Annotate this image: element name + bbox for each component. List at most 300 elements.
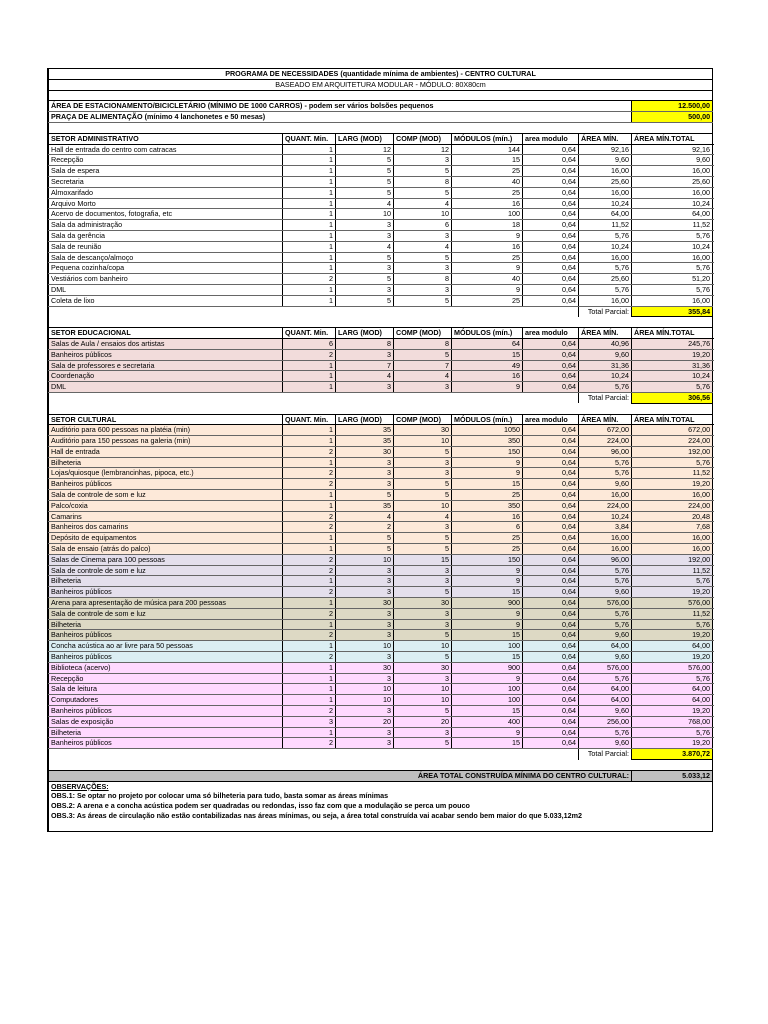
min-area-cell: 10,24 [579,371,632,382]
modules-cell: 16 [452,241,523,252]
min-area-cell: 224,00 [579,500,632,511]
total-area-cell: 19,20 [632,706,713,717]
quantity-cell: 2 [283,468,336,479]
length-cell: 5 [394,652,452,663]
module-area-cell: 0,64 [523,230,579,241]
table-row [49,284,713,295]
column-header: MÓDULOS (mín.) [452,133,523,144]
module-area-cell: 0,64 [523,295,579,306]
total-area-cell: 19,20 [632,630,713,641]
min-area-cell: 256,00 [579,716,632,727]
modules-cell: 64 [452,338,523,349]
column-header: QUANT. Min. [283,414,336,425]
width-cell: 3 [336,479,394,490]
width-cell: 4 [336,371,394,382]
table-row [49,274,713,285]
total-area-cell: 576,00 [632,662,713,673]
section-header-row [49,133,713,144]
food-court-row [49,112,713,123]
length-cell: 3 [394,608,452,619]
sections-body [49,133,713,770]
module-area-cell: 0,64 [523,695,579,706]
modules-cell: 9 [452,263,523,274]
room-name-cell: Coordenação [49,371,283,382]
min-area-cell: 25,60 [579,274,632,285]
width-cell: 10 [336,554,394,565]
column-header: area modulo [523,414,579,425]
length-cell: 10 [394,500,452,511]
table-row [49,738,713,749]
length-cell: 3 [394,522,452,533]
width-cell: 4 [336,198,394,209]
min-area-cell: 16,00 [579,490,632,501]
module-area-cell: 0,64 [523,436,579,447]
width-cell: 4 [336,511,394,522]
subtitle-row [49,79,713,90]
min-area-cell: 3,84 [579,522,632,533]
total-area-cell: 16,00 [632,166,713,177]
partial-total-row [49,749,713,760]
length-cell: 4 [394,241,452,252]
table-row [49,209,713,220]
column-header: ÁREA MÍN. [579,414,632,425]
table-row [49,436,713,447]
length-cell: 20 [394,716,452,727]
modules-cell: 150 [452,554,523,565]
quantity-cell: 1 [283,382,336,393]
width-cell: 30 [336,662,394,673]
observations-heading: OBSERVAÇÕES: [49,781,713,791]
modules-cell: 100 [452,209,523,220]
total-area-cell: 5,76 [632,673,713,684]
table-row [49,727,713,738]
room-name-cell: Sala de reunião [49,241,283,252]
length-cell: 5 [394,349,452,360]
section-title: SETOR EDUCACIONAL [49,328,283,339]
length-cell: 6 [394,220,452,231]
length-cell: 7 [394,360,452,371]
table-row [49,630,713,641]
module-area-cell: 0,64 [523,576,579,587]
modules-cell: 18 [452,220,523,231]
room-name-cell: Salas de Cinema para 100 pessoas [49,554,283,565]
quantity-cell: 1 [283,220,336,231]
table-row [49,608,713,619]
length-cell: 10 [394,684,452,695]
modules-cell: 15 [452,349,523,360]
quantity-cell: 2 [283,608,336,619]
room-name-cell: Bilheteria [49,727,283,738]
room-name-cell: Auditório para 150 pessoas na galeria (min) [49,436,283,447]
min-area-cell: 5,76 [579,468,632,479]
min-area-cell: 5,76 [579,284,632,295]
table-row [49,587,713,598]
length-cell: 5 [394,490,452,501]
section-title: SETOR ADMINISTRATIVO [49,133,283,144]
table-row [49,554,713,565]
table-row [49,198,713,209]
width-cell: 3 [336,284,394,295]
modules-cell: 15 [452,630,523,641]
module-area-cell: 0,64 [523,425,579,436]
width-cell: 10 [336,684,394,695]
min-area-cell: 16,00 [579,166,632,177]
total-area-cell: 31,36 [632,360,713,371]
partial-total-row [49,306,713,317]
modules-cell: 15 [452,587,523,598]
table-row [49,522,713,533]
length-cell: 8 [394,274,452,285]
quantity-cell: 1 [283,166,336,177]
length-cell: 3 [394,457,452,468]
room-name-cell: Bilheteria [49,457,283,468]
observation-2: OBS.2: A arena e a concha acústica podem ser quadradas ou redondas, isso faz com que a modulação se perca um pouco [49,801,713,811]
min-area-cell: 64,00 [579,641,632,652]
length-cell: 5 [394,187,452,198]
min-area-cell: 9,60 [579,479,632,490]
total-area-cell: 11,52 [632,565,713,576]
length-cell: 10 [394,641,452,652]
quantity-cell: 2 [283,587,336,598]
module-area-cell: 0,64 [523,673,579,684]
partial-total-label: Total Parcial: [579,749,632,760]
column-header: LARG (MOD) [336,414,394,425]
min-area-cell: 5,76 [579,673,632,684]
modules-cell: 1050 [452,425,523,436]
room-name-cell: Sala da gerência [49,230,283,241]
total-area-cell: 5,76 [632,576,713,587]
quantity-cell: 2 [283,565,336,576]
total-area-cell: 11,52 [632,468,713,479]
total-area-cell: 16,00 [632,295,713,306]
room-name-cell: Sala de controle de som e luz [49,608,283,619]
column-header: MÓDULOS (mín.) [452,414,523,425]
length-cell: 30 [394,598,452,609]
column-header: ÁREA MÍN. [579,328,632,339]
column-header: QUANT. Min. [283,328,336,339]
modules-cell: 9 [452,619,523,630]
quantity-cell: 1 [283,641,336,652]
length-cell: 15 [394,554,452,565]
min-area-cell: 40,96 [579,338,632,349]
width-cell: 3 [336,608,394,619]
room-name-cell: DML [49,284,283,295]
table-row [49,349,713,360]
total-area-cell: 192,00 [632,446,713,457]
total-area-cell: 19,20 [632,349,713,360]
length-cell: 5 [394,738,452,749]
quantity-cell: 2 [283,349,336,360]
quantity-cell: 1 [283,360,336,371]
width-cell: 3 [336,468,394,479]
module-area-cell: 0,64 [523,252,579,263]
min-area-cell: 9,60 [579,630,632,641]
room-name-cell: Biblioteca (acervo) [49,662,283,673]
table-row [49,360,713,371]
partial-total-value: 3.870,72 [632,749,713,760]
table-row [49,457,713,468]
modules-cell: 9 [452,284,523,295]
module-area-cell: 0,64 [523,166,579,177]
width-cell: 3 [336,727,394,738]
module-area-cell: 0,64 [523,533,579,544]
quantity-cell: 1 [283,490,336,501]
partial-total-label: Total Parcial: [579,392,632,403]
title-row [49,69,713,79]
total-area-cell: 11,52 [632,608,713,619]
min-area-cell: 64,00 [579,695,632,706]
total-area-cell: 11,52 [632,220,713,231]
min-area-cell: 10,24 [579,511,632,522]
observations-heading-row [49,781,713,791]
quantity-cell: 1 [283,176,336,187]
room-name-cell: Sala de ensaio (atrás do palco) [49,544,283,555]
module-area-cell: 0,64 [523,468,579,479]
module-area-cell: 0,64 [523,716,579,727]
room-name-cell: Vestiários com banheiro [49,274,283,285]
width-cell: 35 [336,425,394,436]
module-area-cell: 0,64 [523,652,579,663]
room-name-cell: Pequena cozinha/copa [49,263,283,274]
width-cell: 4 [336,241,394,252]
length-cell: 3 [394,155,452,166]
length-cell: 30 [394,425,452,436]
quantity-cell: 1 [283,662,336,673]
min-area-cell: 9,60 [579,738,632,749]
grand-total-label: ÁREA TOTAL CONSTRUÍDA MÍNIMA DO CENTRO CULTURAL: [49,770,632,781]
modules-cell: 100 [452,695,523,706]
min-area-cell: 16,00 [579,295,632,306]
observation-row [49,801,713,811]
room-name-cell: Banheiros públicos [49,652,283,663]
table-row [49,230,713,241]
width-cell: 5 [336,252,394,263]
total-area-cell: 9,60 [632,155,713,166]
spacer-row [49,317,713,328]
modules-cell: 25 [452,533,523,544]
quantity-cell: 1 [283,576,336,587]
min-area-cell: 16,00 [579,187,632,198]
room-name-cell: Salas de exposição [49,716,283,727]
quantity-cell: 1 [283,436,336,447]
length-cell: 3 [394,727,452,738]
observation-1: OBS.1: Se optar no projeto por colocar uma só bilheteria para tudo, basta somar as áreas mínimas [49,791,713,801]
quantity-cell: 1 [283,371,336,382]
width-cell: 5 [336,166,394,177]
quantity-cell: 1 [283,295,336,306]
length-cell: 4 [394,371,452,382]
column-header: ÁREA MÍN.TOTAL [632,133,713,144]
module-area-cell: 0,64 [523,241,579,252]
quantity-cell: 1 [283,155,336,166]
table-row [49,187,713,198]
width-cell: 30 [336,446,394,457]
length-cell: 5 [394,587,452,598]
module-area-cell: 0,64 [523,446,579,457]
min-area-cell: 9,60 [579,155,632,166]
width-cell: 3 [336,619,394,630]
room-name-cell: Bilheteria [49,619,283,630]
min-area-cell: 64,00 [579,209,632,220]
table-row [49,598,713,609]
quantity-cell: 2 [283,652,336,663]
quantity-cell: 3 [283,716,336,727]
modules-cell: 9 [452,457,523,468]
modules-cell: 16 [452,511,523,522]
room-name-cell: Sala de espera [49,166,283,177]
column-header: COMP (MOD) [394,414,452,425]
length-cell: 5 [394,479,452,490]
room-name-cell: Banheiros públicos [49,587,283,598]
width-cell: 3 [336,587,394,598]
room-name-cell: Sala de professores e secretaria [49,360,283,371]
length-cell: 30 [394,662,452,673]
length-cell: 3 [394,284,452,295]
total-area-cell: 64,00 [632,684,713,695]
module-area-cell: 0,64 [523,155,579,166]
quantity-cell: 1 [283,263,336,274]
total-area-cell: 64,00 [632,209,713,220]
table-row [49,176,713,187]
page-title: PROGRAMA DE NECESSIDADES (quantidade mínima de ambientes) - CENTRO CULTURAL [49,69,713,79]
spacer-row [49,90,713,101]
width-cell: 3 [336,673,394,684]
partial-total-label: Total Parcial: [579,306,632,317]
quantity-cell: 2 [283,522,336,533]
column-header: QUANT. Min. [283,133,336,144]
table-row [49,652,713,663]
table-row [49,144,713,155]
room-name-cell: Camarins [49,511,283,522]
width-cell: 2 [336,522,394,533]
total-area-cell: 576,00 [632,598,713,609]
partial-total-row [49,392,713,403]
table-row [49,479,713,490]
modules-cell: 900 [452,662,523,673]
quantity-cell: 1 [283,533,336,544]
total-area-cell: 64,00 [632,695,713,706]
table-row [49,511,713,522]
min-area-cell: 25,60 [579,176,632,187]
modules-cell: 9 [452,673,523,684]
column-header: ÁREA MÍN. [579,133,632,144]
module-area-cell: 0,64 [523,738,579,749]
total-area-cell: 19,20 [632,587,713,598]
table-row [49,695,713,706]
width-cell: 8 [336,338,394,349]
length-cell: 3 [394,468,452,479]
room-name-cell: Banheiros públicos [49,706,283,717]
width-cell: 3 [336,220,394,231]
width-cell: 3 [336,576,394,587]
total-area-cell: 16,00 [632,187,713,198]
spreadsheet [47,68,713,832]
parking-value: 12.500,00 [632,101,713,112]
min-area-cell: 672,00 [579,425,632,436]
width-cell: 5 [336,544,394,555]
column-header: MÓDULOS (mín.) [452,328,523,339]
module-area-cell: 0,64 [523,144,579,155]
total-area-cell: 245,76 [632,338,713,349]
module-area-cell: 0,64 [523,641,579,652]
total-area-cell: 7,68 [632,522,713,533]
min-area-cell: 11,52 [579,220,632,231]
width-cell: 3 [336,382,394,393]
width-cell: 5 [336,155,394,166]
modules-cell: 9 [452,727,523,738]
min-area-cell: 5,76 [579,576,632,587]
module-area-cell: 0,64 [523,371,579,382]
total-area-cell: 16,00 [632,252,713,263]
module-area-cell: 0,64 [523,684,579,695]
modules-cell: 25 [452,166,523,177]
table-row [49,155,713,166]
spacer-row [49,760,713,771]
modules-cell: 25 [452,252,523,263]
min-area-cell: 64,00 [579,684,632,695]
total-area-cell: 10,24 [632,198,713,209]
table-row [49,425,713,436]
room-name-cell: Banheiros públicos [49,630,283,641]
quantity-cell: 1 [283,144,336,155]
quantity-cell: 2 [283,479,336,490]
modules-cell: 9 [452,468,523,479]
length-cell: 12 [394,144,452,155]
length-cell: 5 [394,446,452,457]
min-area-cell: 9,60 [579,587,632,598]
width-cell: 12 [336,144,394,155]
min-area-cell: 10,24 [579,198,632,209]
quantity-cell: 1 [283,425,336,436]
modules-cell: 9 [452,608,523,619]
length-cell: 3 [394,382,452,393]
total-area-cell: 5,76 [632,382,713,393]
min-area-cell: 9,60 [579,706,632,717]
width-cell: 3 [336,565,394,576]
min-area-cell: 96,00 [579,446,632,457]
min-area-cell: 576,00 [579,662,632,673]
module-area-cell: 0,64 [523,457,579,468]
min-area-cell: 5,76 [579,230,632,241]
total-area-cell: 16,00 [632,490,713,501]
room-name-cell: Concha acústica ao ar livre para 50 pessoas [49,641,283,652]
module-area-cell: 0,64 [523,220,579,231]
room-name-cell: Banheiros públicos [49,349,283,360]
modules-cell: 16 [452,198,523,209]
module-area-cell: 0,64 [523,544,579,555]
width-cell: 3 [336,630,394,641]
table-row [49,166,713,177]
module-area-cell: 0,64 [523,662,579,673]
modules-cell: 25 [452,187,523,198]
table-row [49,446,713,457]
quantity-cell: 1 [283,727,336,738]
modules-cell: 350 [452,500,523,511]
page-subtitle: BASEADO EM ARQUITETURA MODULAR - MÓDULO: 80X80cm [49,79,713,90]
food-court-label: PRAÇA DE ALIMENTAÇÃO (mínimo 4 lanchonetes e 50 mesas) [49,112,632,123]
table-row [49,468,713,479]
module-area-cell: 0,64 [523,706,579,717]
min-area-cell: 224,00 [579,436,632,447]
table-row [49,371,713,382]
modules-cell: 9 [452,565,523,576]
total-area-cell: 5,76 [632,263,713,274]
observation-row [49,791,713,801]
min-area-cell: 16,00 [579,533,632,544]
column-header: ÁREA MÍN.TOTAL [632,328,713,339]
quantity-cell: 1 [283,673,336,684]
section-title: SETOR CULTURAL [49,414,283,425]
